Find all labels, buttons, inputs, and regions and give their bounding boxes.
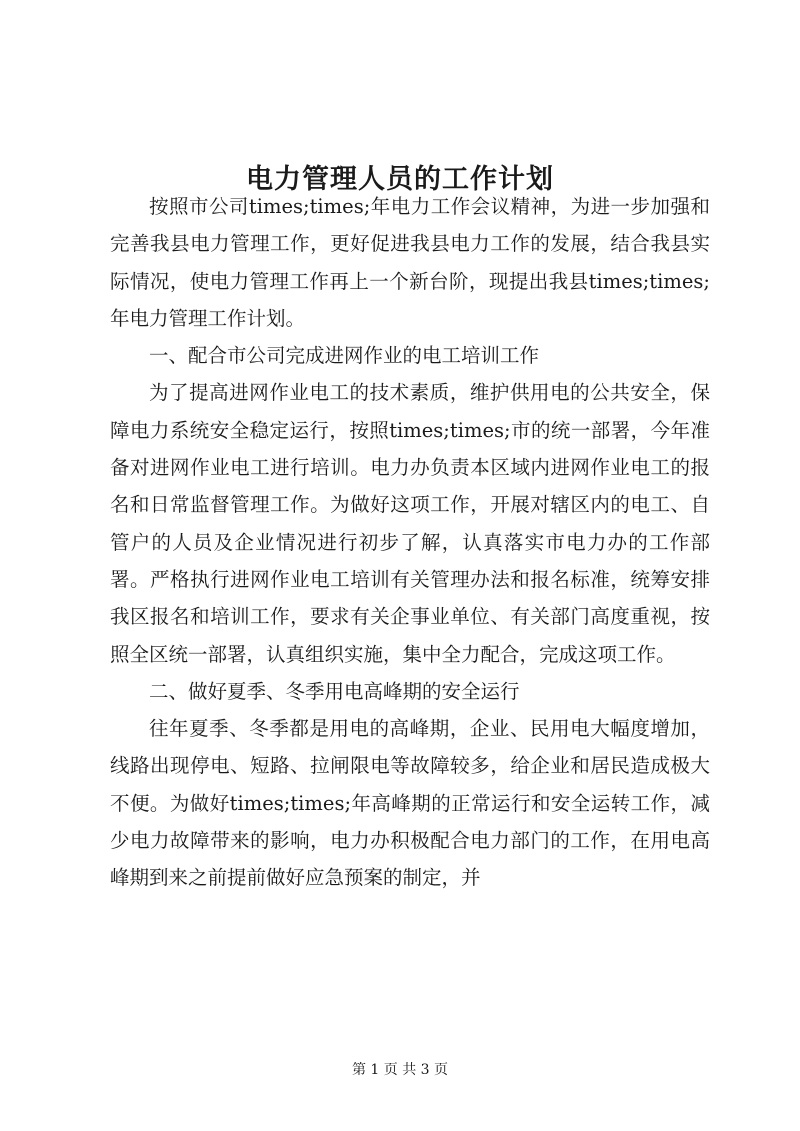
section-heading-2: 二、做好夏季、冬季用电高峰期的安全运行 bbox=[149, 679, 520, 703]
document-title: 电力管理人员的工作计划 bbox=[246, 164, 554, 196]
page-footer: 第 1 页 共 3 页 bbox=[351, 1062, 449, 1078]
paragraph-section-2: 往年夏季、冬季都是用电的高峰期，企业、民用电大幅度增加，线路出现停电、短路、拉闸限电等故障较多，给企业和居民造成极大不便。为做好times;times;年高峰期的正常运行和安全运转工作，减少电力故障带来的影响，电力办积极配合电力部门的工作，在用电高峰期到来之前提前做好应急预案的制定，并 bbox=[110, 717, 710, 890]
paragraph-intro: 按照市公司times;times;年电力工作会议精神，为进一步加强和完善我县电力管理工作，更好促进我县电力工作的发展，结合我县实际情况，使电力管理工作再上一个新台阶，现提出我县times;times;年电力管理工作计划。 bbox=[110, 195, 710, 330]
document-body bbox=[110, 188, 710, 897]
paragraph-section-1: 为了提高进网作业电工的技术素质，维护供用电的公共安全，保障电力系统安全稳定运行，按照times;times;市的统一部署，今年准备对进网作业电工进行培训。电力办负责本区域内进网作业电工的报名和日常监督管理工作。为做好这项工作，开展对辖区内的电工、自管户的人员及企业情况进行初步了解，认真落实市电力办的工作部署。严格执行进网作业电工培训有关管理办法和报名标准，统筹安排我区报名和培训工作，要求有关企事业单位、有关部门高度重视，按照全区统一部署，认真组织实施，集中全力配合，完成这项工作。 bbox=[110, 381, 710, 666]
section-heading-1: 一、配合市公司完成进网作业的电工培训工作 bbox=[149, 344, 540, 368]
